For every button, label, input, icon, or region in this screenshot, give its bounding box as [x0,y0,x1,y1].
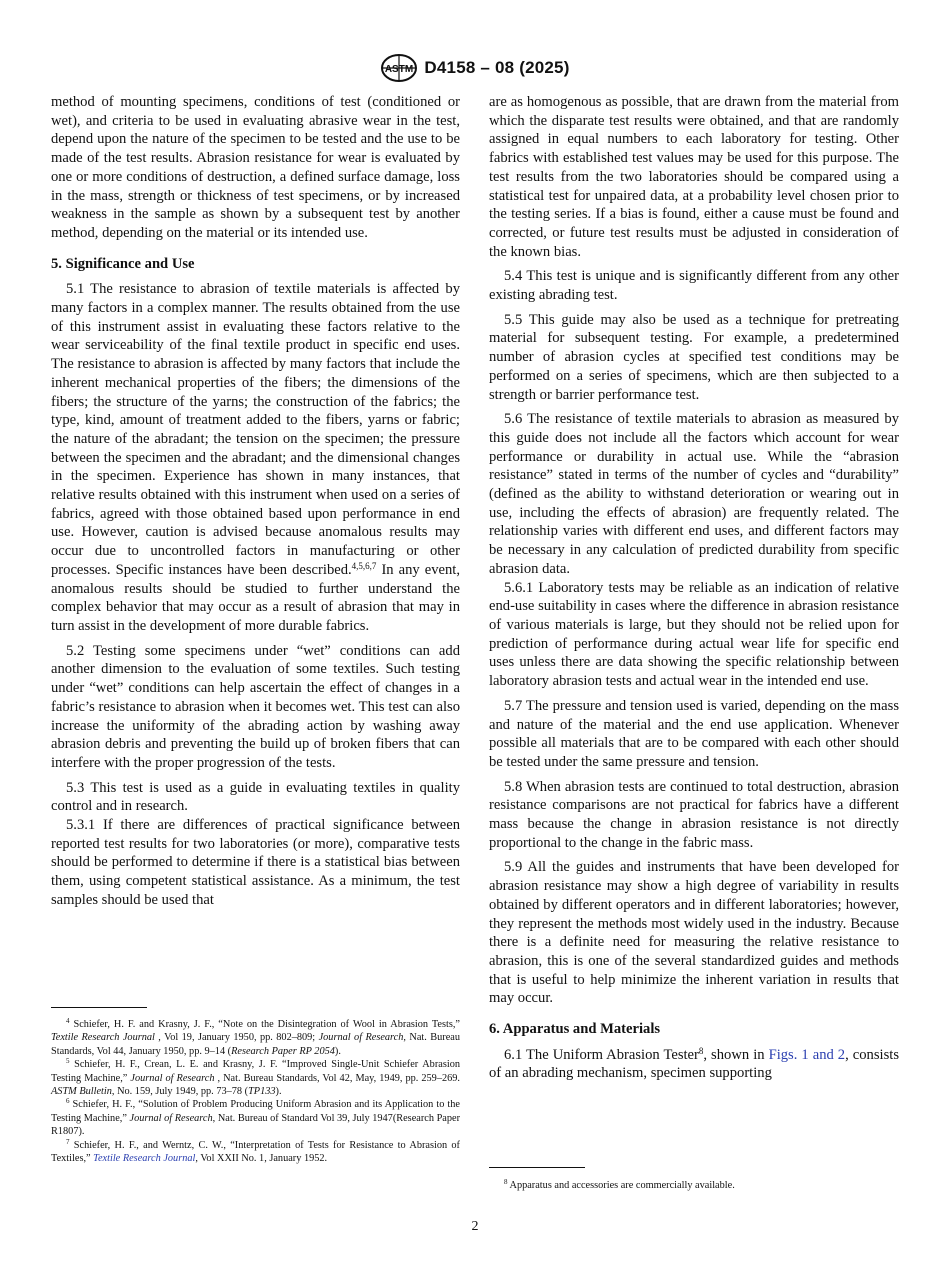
paragraph-5-2: 5.2 Testing some specimens under “wet” conditions can add another dimension to the evaluation of some textiles. Such testing under “wet” conditions can help ascertain the effect of changes in a fabric’s resistance to abrasion when it becomes wet. This test can also increase the uniformity of the abrading action by washing away abrasion debris and preventing the build up of broken fibers that can interfere with the proper progression of the tests. [51,642,460,771]
page-header [0,52,950,84]
footnote-4: $^4$ Schiefer, H. F. and Krasny, J. F., “Note on the Disintegration of Wool in Abrasion Tests,” Textile Research Journal , Vol 19, January 1950, pp. 802–809; Journal of Research, Nat. Bureau Standards, Vol 44, January 1950, pp. 9–14 (Research Paper RP 2054). [51,1017,460,1057]
right-column [489,93,899,1083]
paragraph-5-3: 5.3 This test is used as a guide in evaluating textiles in quality control and in research. [51,779,460,815]
paragraph-5-3-1-continuation: are as homogenous as possible, that are drawn from the material from which the disparate test results were obtained, and that are randomly assigned in equal numbers to each laboratory for testing. Other fabrics with established test values may be used for this purpose. The test results from the two laboratories should be compared using a statistical test for unpaired data, at a probability level chosen prior to the testing series. If a bias is found, either a cause must be found and corrected, or future test results must be adjusted in consideration of the known bias. [489,94,899,260]
footnotes-right [489,1179,899,1192]
page-number: 2 [471,1219,479,1234]
footnote-6: $^6$ Schiefer, H. F., “Solution of Problem Producing Uniform Abrasion and its Application to the Testing Machine,” Journal of Research, Nat. Bureau of Standard Vol 39, July 1947(Research Paper R1807). [51,1097,461,1138]
footnote-ref-8: 8 [698,1045,704,1056]
footnote-divider-right [489,1167,585,1168]
footnotes-left [51,1018,460,1165]
paragraph-5-9: 5.9 All the guides and instruments that have been developed for abrasion resistance may show a high degree of variability in results obtained by different operators and in different laboratories; however, they represent the methods most widely used in the industry. Because there is a definite need for measuring the relative resistance to abrasion, this is one of the several standardized guides and methods that is useful to help minimize the inherent variation in results that may occur. [489,859,899,1007]
paragraph-5-4: 5.4 This test is unique and is significantly different from any other existing abrading test. [489,268,899,304]
journal-link[interactable]: Textile Research Journal [93,1153,196,1165]
standard-designation: D4158 – 08 (2025) [424,58,570,77]
paragraph-scope-continuation: method of mounting specimens, conditions of test (conditioned or wet), and criteria to be used in evaluating abrasive wear in the test, depend upon the nature of the specimen to be tested and the use to be made of the test results. Abrasion resistance for wear is evaluated by one or more conditions of destruction, a defined surface damage, loss in the mass, strength or thickness of test specimens, or by increased weakness in the sample as shown by a subsequent test by another method, depending on the material or its intended use. [51,94,460,241]
astm-logo-icon [380,53,418,83]
section-heading-apparatus: 6. Apparatus and Materials [489,1021,661,1038]
paragraph-5-6-1: 5.6.1 Laboratory tests may be reliable as an indication of relative end-use suitability in cases where the difference in abrasion resistance of various materials is large, but they should not be relied upon for prediction of performance during actual wear life for specific end uses unless there are data showing the specific relationship between laboratory abrasion tests and actual wear in the intended end use. [489,579,899,690]
left-column [51,93,460,910]
footnote-7: $^7$ Schiefer, H. F., and Werntz, C. W., “Interpretation of Tests for Resistance to Abrasion of Textiles,” Textile Research Journal, Vol XXII No. 1, January 1952. [51,1137,460,1165]
paragraph-5-8: 5.8 When abrasion tests are continued to total destruction, abrasion resistance comparisons are not practical for fabrics have a different mass because the change in abrasion resistance is not directly proportional to the change in the fabric mass. [489,778,899,851]
footnote-5: $^5$ Schiefer, H. F., Crean, L. E. and Krasny, J. F. “Improved Single-Unit Schiefer Abrasion Testing Machine,” Journal of Research , Nat. Bureau Standards, Vol 42, May, 1949, pp. 259–269. ASTM Bulletin, No. 159, July 1949, pp. 73–78 (TP133). [51,1057,460,1098]
footnote-8: $^8$ Apparatus and accessories are commercially available. [504,1178,735,1191]
section-heading-significance: 5. Significance and Use [51,255,195,272]
paragraph-5-6: 5.6 The resistance of textile materials to abrasion as measured by this guide does not include all the factors which account for wear performance or durability in actual use. While the “abrasion resistance” stated in terms of the number of cycles and “durability” (defined as the ability to withstand deterioration or wearing out in use, including the effects of abrasion) are frequently related. The relationship varies with different end uses, and different factors may be necessary in any calculation of predicted durability from specific abrasion data. [489,411,899,577]
footnote-divider-left [51,1007,147,1008]
paragraph-5-7: 5.7 The pressure and tension used is varied, depending on the mass and nature of the material and the end use application. Whenever possible all materials that are to be compared with each other should be tested under the same pressure and tension. [489,697,899,770]
paragraph-5-1: 5.1 The resistance to abrasion of textile materials is affected by many factors in a complex manner. The results obtained from the use of this instrument assist in evaluating these factors relative to the wear serviceability of the final textile product in specific end uses. The resistance to abrasion is affected by many factors that include the inherent mechanical properties of the fibers; the dimensions of the fibers; the structure of the yarns; the construction of the fabrics; the type, kind, amount of treatment added to the fibers, yarns or fabric; the nature of the abradant; the tension on the specimen; the pressure between the specimen and the abradant; and the dimensional changes in the specimen. Experience has shown in many instances, that relative results obtained with this instrument when used on a series of fabrics, agreed with those obtained based upon performance in end use. However, caution is advised because anomalous results may occur due to uncontrolled factors in manufacturing or other processes. Specific instances have been described.$^{4,5,6,7}$ In any event, anomalous results should be studied to further understand the complex behavior that may occur as a result of abrasion that may in turn assist in the development of more durable fabrics. [51,281,460,634]
footnote-refs: 4,5,6,7 [351,560,377,571]
paragraph-6-1: 6.1 The Uniform Abrasion Tester$^8$, shown in Figs. 1 and 2, consists of an abrading mechanism, specimen supporting [489,1045,899,1082]
paragraph-5-3-1: 5.3.1 If there are differences of practical significance between reported test results for two laboratories (or more), comparative tests should be performed to determine if there is a statistical bias between them, using competent statistical assistance. As a minimum, the test samples should be used that [51,817,460,908]
figures-link[interactable]: Figs. 1 and 2 [768,1046,846,1063]
svg-text:ASTM: ASTM [385,64,414,75]
paragraph-5-5: 5.5 This guide may also be used as a technique for pretreating material for subsequent testing. For example, a predetermined number of abrasion cycles at specified test conditions may be performed on a series of specimens, which are then subjected to a strength or barrier performance test. [489,311,899,403]
